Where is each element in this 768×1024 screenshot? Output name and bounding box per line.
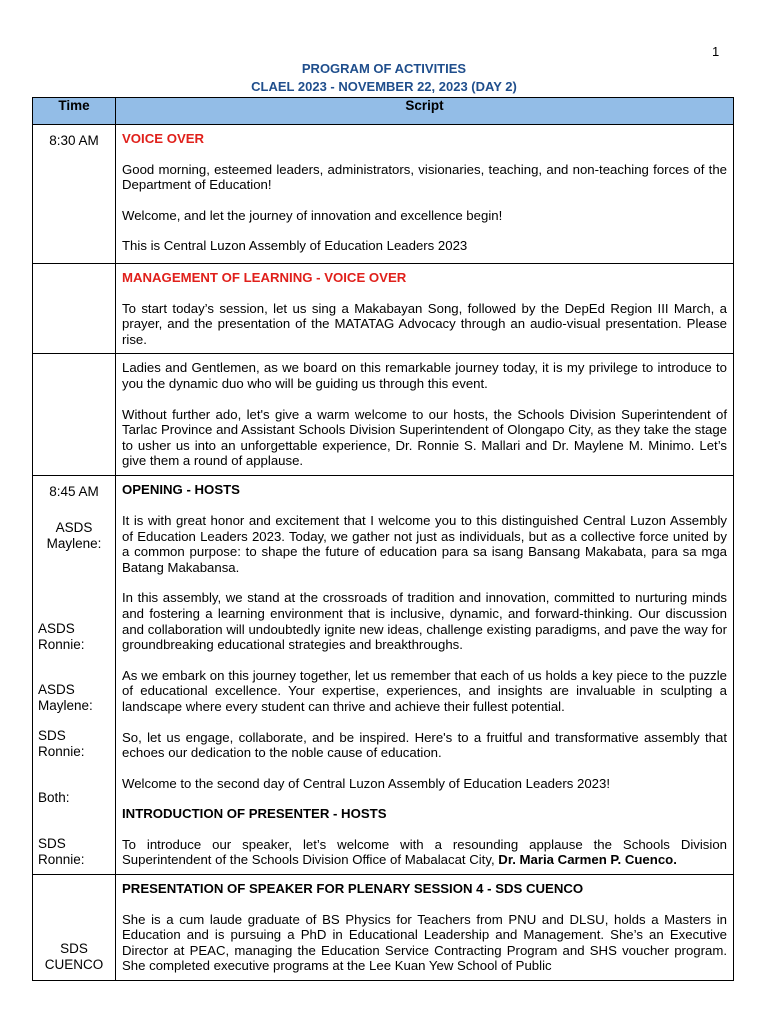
script-paragraph: This is Central Luzon Assembly of Education Leaders 2023 (122, 238, 468, 254)
script-cell (116, 354, 734, 476)
speaker-label: SDS CUENCO (44, 941, 104, 972)
program-table (32, 97, 734, 981)
section-heading: MANAGEMENT OF LEARNING - VOICE OVER (122, 270, 407, 285)
script-paragraph: Ladies and Gentlemen, as we board on this remarkable journey today, it is my privilege to introduce to you the dynamic duo who will be guiding us through this event. (122, 360, 727, 391)
speaker-label: Both: (38, 790, 70, 806)
script-paragraph: Welcome, and let the journey of innovation and excellence begin! (122, 207, 503, 223)
section-heading: PRESENTATION OF SPEAKER FOR PLENARY SESSION 4 - SDS CUENCO (122, 881, 584, 897)
speaker-label: ASDS Maylene: (46, 520, 102, 551)
script-cell (116, 125, 734, 264)
page-number: 1 (712, 44, 720, 59)
section-subheading: INTRODUCTION OF PRESENTER - HOSTS (122, 806, 387, 822)
speaker-label: ASDS Maylene: (38, 682, 93, 713)
time-label: 8:30 AM (49, 133, 99, 148)
speaker-label: ASDS Ronnie: (38, 621, 85, 652)
script-paragraph: It is with great honor and excitement that I welcome you to this distinguished Central Luzon Assembly of Education Leaders 2023. Today, we gather not just as individuals, but as a collective force united by a common purpose: to shape the future of education para sa isang Bansang Makabata, para sa mga Batang Makabansa. (122, 512, 727, 575)
script-paragraph: To start today’s session, let us sing a Makabayan Song, followed by the DepEd Region III March, a prayer, and the presentation of the MATATAG Advocacy through an audio-visual presentation. Please rise. (122, 300, 727, 347)
document-title: PROGRAM OF ACTIVITIES (301, 61, 467, 76)
table-row (33, 125, 734, 264)
time-cell (33, 354, 116, 476)
script-paragraph: Welcome to the second day of Central Luzon Assembly of Education Leaders 2023! (122, 775, 610, 791)
script-paragraph (122, 837, 727, 868)
table-row (33, 476, 734, 875)
table-row (33, 875, 734, 981)
table-row (33, 264, 734, 354)
script-column-header: Script (116, 98, 734, 125)
table-row (33, 354, 734, 476)
script-cell (116, 264, 734, 354)
script-paragraph: Without further ado, let's give a warm welcome to our hosts, the Schools Division Superintendent of Tarlac Province and Assistant Schools Division Superintendent of Olongapo City, as they take the stage to usher us into an unforgettable experience, Dr. Ronnie S. Mallari and Dr. Maylene M. Minimo. Let’s give them a round of applause. (122, 406, 727, 469)
speaker-label: SDS Ronnie: (38, 836, 85, 867)
time-cell (33, 476, 116, 875)
script-paragraph: So, let us engage, collaborate, and be inspired. Here's to a fruitful and transformative assembly that echoes our dedication to the noble cause of education. (122, 729, 727, 761)
script-paragraph: In this assembly, we stand at the crossroads of tradition and innovation, committed to nurturing minds and fostering a learning environment that is inclusive, dynamic, and forward-thinking. Our discussion and collaboration will undoubtedly ignite new ideas, challenge existing paradigms, and pave the way for groundbreaking educational strategies and breakthroughs. (122, 590, 727, 653)
speaker-name: Dr. Maria Carmen P. Cuenco. (498, 852, 677, 868)
script-cell (116, 875, 734, 981)
script-paragraph: As we embark on this journey together, let us remember that each of us holds a key piece to the puzzle of educational excellence. Your expertise, experiences, and insights are invaluable in sculpting a landscape where every student can thrive and achieve their fullest potential. (122, 667, 727, 714)
table-header-row (33, 98, 734, 125)
speaker-label: SDS Ronnie: (38, 728, 85, 759)
script-cell (116, 476, 734, 875)
section-heading: OPENING - HOSTS (122, 482, 240, 498)
time-cell (33, 875, 116, 981)
time-cell (33, 125, 116, 264)
script-paragraph: Good morning, esteemed leaders, administrators, visionaries, teaching, and non-teaching forces of the Department of Education! (122, 161, 727, 193)
intro-text: To introduce our speaker, let’s welcome with a resounding applause the Schools Division Superintendent of the Schools Division Office of Mabalacat City, (122, 836, 727, 868)
time-label: 8:45 AM (49, 484, 99, 500)
time-cell (33, 264, 116, 354)
script-paragraph: She is a cum laude graduate of BS Physics for Teachers from PNU and DLSU, holds a Masters in Education and is pursuing a PhD in Educational Leadership and Management. She’s an Executive Director at PEAC, managing the Education Service Contracting Program and SHS voucher program. She completed executive programs at the Lee Kuan Yew School of Public (122, 911, 727, 974)
section-heading: VOICE OVER (122, 131, 205, 146)
document-subtitle: CLAEL 2023 - NOVEMBER 22, 2023 (DAY 2) (251, 79, 517, 94)
time-column-header: Time (33, 98, 116, 125)
